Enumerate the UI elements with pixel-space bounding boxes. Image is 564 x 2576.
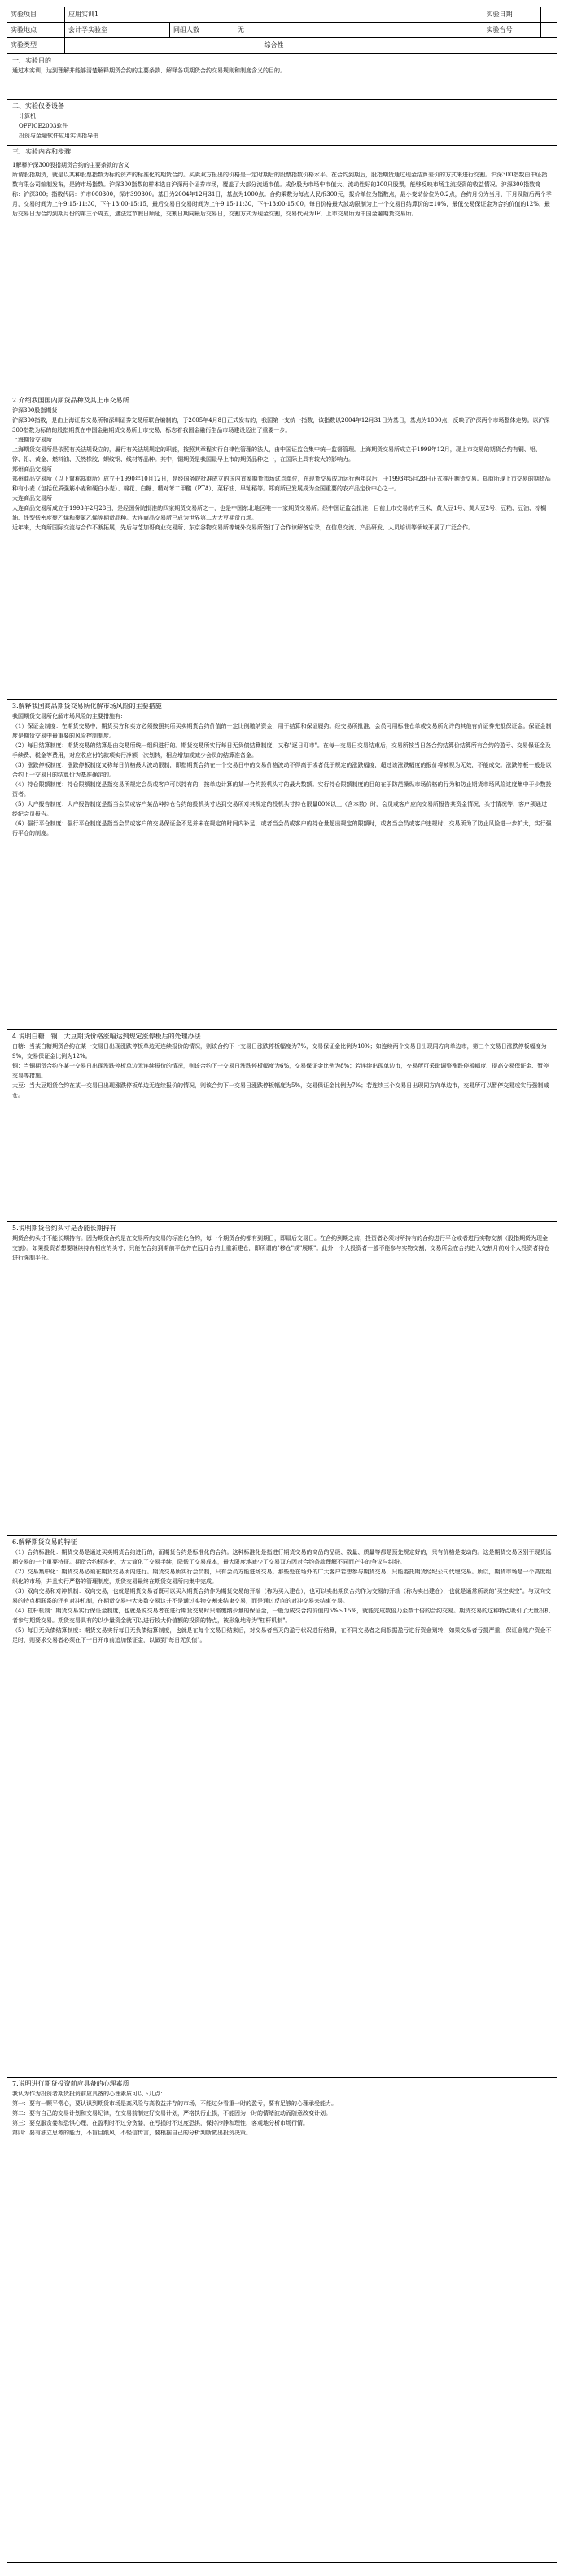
- label-group: 同组人数: [170, 23, 234, 38]
- value-type-extra: [483, 38, 557, 54]
- section-content: [7, 145, 557, 394]
- section-title: 6.解释期货交易的特征: [12, 1538, 77, 1546]
- subheading: 大连商品交易所: [12, 495, 52, 502]
- section-limit-handling: [7, 1029, 557, 1221]
- section-title: 一、实验目的: [12, 57, 51, 64]
- paragraph: 近年来，大商所国际交流与合作不断拓展，先后与芝加哥商业交易所、东京谷物交易所等境外交易所签订了合作谅解备忘录，在信息交流、产品研发、人员培训等领域开展了广泛合作。: [12, 524, 474, 531]
- paragraph: 沪深300指数，是由上海证券交易所和深圳证券交易所联合编制的，于2005年4月8日正式发布的，我国第一支统一指数，该指数以2004年12月31日为基日，基点为1000点，反映了沪深两个市场整体走势。以沪深300指数为标的的股指期货在中国金融期货交易所上市交易，标志着我国金融衍生品市场建设迈出了重要一步。: [12, 417, 550, 433]
- list-item: 第四：要有独立思考的能力，不盲目跟风，不轻信传言，要根据自己的分析判断做出投资决策。: [12, 2130, 251, 2136]
- equipment-item: 计算机: [19, 113, 36, 120]
- paragraph: 上海期货交易所是依照有关法规设立的，履行有关法规规定的职能，按照其章程实行自律性管理的法人，由中国证监会集中统一监督管理。上海期货交易所成立于1999年12月，现上市交易的期货合约有铜、铝、锌、铅、黄金、燃料油、天然橡胶、螺纹钢、线材等品种。其中，铜期货是我国最早上市的期货品种之一，在国际上具有较大的影响力。: [12, 446, 541, 463]
- list-item: （1）保证金制度：在期货交易中，期货买方和卖方必须按照其所买卖期货合约价值的一定比例缴纳资金，用于结算和保证履约。经交易所批准，会员可用标准仓单或交易所允许的其他有价证券充抵保证金。保证金制度是期货交易中最重要的风险控制制度。: [12, 723, 552, 739]
- section-equipment: [7, 99, 557, 145]
- list-item: （5）大户报告制度：大户报告制度是指当会员或客户某品种持仓合约的投机头寸达到交易所对其规定的投机头寸持仓限量80%以上（含本数）时，会员或客户应向交易所报告其资金情况、头寸情况等，客户须通过经纪会员报告。: [12, 801, 548, 817]
- equipment-item: OFFICE2003软件: [19, 123, 68, 129]
- label-bench: 实验台号: [483, 23, 540, 38]
- list-item: （3）双向交易和对冲机制：双向交易，也就是期货交易者既可以买入期货合约作为期货交易的开端（称为买入建仓），也可以卖出期货合约作为交易的开端（称为卖出建仓），也就是通常所说的"买空卖空"。与双向交易的特点相联系的还有对冲机制，在期货交易中大多数交易这并不是通过实物交割来结束交易，而是通过反向的对冲交易来结束交易。: [12, 1588, 551, 1604]
- list-item: （4）持仓限额制度：持仓限额制度是指交易所规定会员或客户可以持有的，按单边计算的某一合约投机头寸的最大数额。实行持仓限额制度的目的在于防范操纵市场价格的行为和防止期货市场风险过度集中于少数投资者。: [12, 781, 552, 798]
- section-text: 通过本实训，达到理解并能够清楚解释期货合约的主要条款、解释各项期货合约交易规则和制度含义的目的。: [12, 67, 286, 74]
- paragraph: 我认为作为投资者期货投资前应具备的心理素质可以下几点：: [12, 2091, 166, 2097]
- value-location: 会计学实验室: [65, 23, 170, 38]
- header-table: [7, 7, 557, 54]
- paragraph: 所谓股指期货，就是以某种股票指数为标的资产的标准化的期货合约。买卖双方报出的价格是一定时期后的股票指数价格水平。在合约到期后，股指期货通过现金结算差价的方式来进行交割。沪深300指数由中证指数有限公司编制发布，是跨市场指数。沪深300指数的样本选自沪深两个证券市场，覆盖了大部分流通市值。成份股为市场中市值大、流动性好的300只股票，能够反映市场主流投资的收益情况。沪深300指数简称：沪深300；指数代码：沪市000300，深市399300。基日为2004年12月31日，基点为1000点。合约乘数为每点人民币300元，报价单位为指数点，最小变动价位为0.2点，合约月份为当月、下月及随后两个季月，交易时间为上午9:15-11:30，下午13:00-15:15，最后交易日交易时间为上午9:15-11:30，下午13:00-15:00。每日价格最大波动限制为上一个交易日结算价的±10%，最低交易保证金为合约价值的12%，最后交易日为合约到期月份的第三个周五，遇法定节假日顺延，交割日期同最后交易日，交割方式为现金交割，交易代码为IF，上市交易所为中国金融期货交易所。: [12, 172, 552, 217]
- label-type: 实验类型: [7, 38, 65, 54]
- value-group: 无: [234, 23, 483, 38]
- section-futures-varieties: [7, 394, 557, 699]
- list-item: （5）每日无负债结算制度：期货交易实行每日无负债结算制度，也就是在每个交易日结束后，对交易者当天的盈亏状况进行结算，在不同交易者之间根据盈亏进行资金划转，如果交易者亏损严重，保证金账户资金不足时，则要求交易者必须在下一日开市前追加保证金，以做到"每日无负债"。: [12, 1627, 552, 1643]
- value-date: [540, 7, 557, 23]
- value-bench: [540, 23, 557, 38]
- list-item: （1）合约标准化：期货交易是通过买卖期货合约进行的，而期货合约是标准化的合约。这种标准化是指进行期货交易的商品的品级、数量、质量等都是预先规定好的，只有价格是变动的。这是期货交易区别于现货远期交易的一个重要特征。期货合约标准化，大大简化了交易手续，降低了交易成本，最大限度地减少了交易双方因对合约条款理解不同而产生的争议与纠纷。: [12, 1549, 552, 1565]
- paragraph: 郑州商品交易所（以下简称郑商所）成立于1990年10月12日，是经国务院批准成立的国内首家期货市场试点单位，在现货交易成功运行两年以后，于1993年5月28日正式推出期货交易。郑商所现上市交易的期货品种有小麦（包括优质强筋小麦和硬白小麦）、棉花、白糖、精对苯二甲酸（PTA）、菜籽油、早籼稻等。郑商所已发展成为全国重要的农产品定价中心之一。: [12, 476, 551, 492]
- section-title: 三、实验内容和步骤: [12, 148, 71, 155]
- list-item: （6）强行平仓制度：强行平仓制度是指当会员或客户的交易保证金不足并未在规定的时间内补足，或者当会员或客户的持仓量超出规定的限额时，或者当会员或客户违规时，交易所为了防止风险进一步扩大，实行强行平仓的制度。: [12, 820, 552, 837]
- paragraph: 我国期货交易所化解市场风险的主要措施有：: [12, 713, 126, 720]
- section-futures-features: [7, 1535, 557, 2077]
- paragraph: 期货合约头寸不能长期持有。因为期货合约是在交易所内交易的标准化合约，每一个期货合约都有到期日，即最后交易日。在合约到期之前，投资者必须对所持有的合约进行平仓或者进行实物交割（股指期货为现金交割）。如果投资者想要继续持有相应的头寸，只能在合约到期前平仓并在远月合约上重新建仓，即所谓的"移仓"或"展期"。此外，个人投资者一般不能参与实物交割，交易所会在合约进入交割月前对个人投资者持仓进行强制平仓。: [12, 1235, 550, 1261]
- list-item: （3）涨跌停板制度：涨跌停板制度又称每日价格最大波动限制，即指期货合约在一个交易日中的交易价格波动不得高于或者低于规定的涨跌幅度，超过该涨跌幅度的报价将被视为无效，不能成交。涨跌停板一般是以合约上一交易日的结算价为基准确定的。: [12, 762, 552, 778]
- value-type: 综合性: [65, 38, 483, 54]
- paragraph: 大连商品交易所成立于1993年2月28日，是经国务院批准的四家期货交易所之一，也是中国东北地区唯一一家期货交易所。经中国证监会批准，目前上市交易的有玉米、黄大豆1号、黄大豆2号、豆粕、豆油、棕榈油、线型低密度聚乙烯和聚氯乙烯等期货品种。大连商品交易所已成为世界第二大大豆期货市场。: [12, 505, 547, 521]
- section-risk-measures: [7, 699, 557, 1029]
- list-item: （4）杠杆机制：期货交易实行保证金制度，也就是说交易者在进行期货交易时只需缴纳少量的保证金，一般为成交合约价值的5%～15%，就能完成数倍乃至数十倍的合约交易。期货交易的这种特点吸引了大量投机者参与期货交易。期货交易具有的以少量资金就可以进行较大价值额的投资的特点，被形象地称为"杠杆机制"。: [12, 1608, 551, 1624]
- section-title: 二、实验仪器设备: [12, 102, 64, 110]
- subheading: 郑州商品交易所: [12, 466, 52, 472]
- label-date: 实验日期: [483, 7, 540, 23]
- section-title: 5.说明期货合约头寸是否能长期持有: [12, 1225, 116, 1232]
- list-item: 大豆：当大豆期货合约在某一交易日出现涨跌停板单边无连续报价的情况，则该合约下一交易日涨跌停板幅度为5%，交易保证金比例为7%；若连续三个交易日出现同方向单边市，交易所可以暂停交易或实行强制减仓。: [12, 1082, 549, 1099]
- section-title: 7.说明进行期货投资前应具备的心理素质: [12, 2080, 129, 2087]
- label-project: 实验项目: [7, 7, 65, 23]
- list-item: 第二：要有自己的交易计划和交易纪律，在交易前制定好交易计划，严格执行止损，不能因为一时的情绪波动而随意改变计划。: [12, 2110, 331, 2117]
- value-project: 应用实训1: [65, 7, 483, 23]
- section-title: 2.介绍我国国内期货品种及其上市交易所: [12, 397, 129, 404]
- section-psychology: [7, 2077, 557, 2228]
- subheading: 上海期货交易所: [12, 437, 52, 443]
- list-item: 第三：要克服贪婪和恐惧心理，在盈利时不过分贪婪，在亏损时不过度恐惧，保持冷静和理性，客观地分析市场行情。: [12, 2120, 308, 2126]
- report-page: [7, 7, 557, 2563]
- list-item: 第一：要有一颗平常心，要认识到期货市场是高风险与高收益并存的市场，不能过分看重一时的盈亏，要有足够的心理承受能力。: [12, 2100, 337, 2107]
- section-position-holding: [7, 1221, 557, 1535]
- subheading: 沪深300股指期货: [12, 407, 58, 414]
- list-item: 白糖：当某白糖期货合约在某一交易日出现涨跌停板单边无连续报价的情况，则该合约下一交易日涨跌停板幅度为7%，交易保证金比例为10%；如连续两个交易日出现同方向单边市，第三个交易日涨跌停板幅度为9%，交易保证金比例为12%。: [12, 1043, 547, 1060]
- section-purpose: [7, 54, 557, 99]
- list-item: （2）交易集中化：期货交易必须在期货交易所内进行。期货交易所实行会员制，只有会员方能进场交易。那些处在场外的广大客户若想参与期货交易，只能委托期货经纪公司代理交易。所以，期货市场是一个高度组织化的市场，并且实行严格的管理制度，期货交易最终在期货交易所内集中完成。: [12, 1569, 552, 1585]
- section-title: 3.解释我国商品期货交易所化解市场风险的主要措施: [12, 703, 162, 710]
- list-item: （2）每日结算制度：期货交易的结算是由交易所统一组织进行的。期货交易所实行每日无负债结算制度，又称"逐日盯市"。在每一交易日交易结束后，交易所按当日各合约结算价结算所有合约的盈亏、交易保证金及手续费、税金等费用，对应收应付的款项实行净额一次划转，相应增加或减少会员的结算准备金。: [12, 742, 551, 759]
- section-title: 4.说明白糖、铜、大豆期货价格涨幅达到规定涨停板后的处理办法: [12, 1033, 201, 1040]
- subheading: 1解释沪深300股指期货合约的主要条款的含义: [12, 162, 129, 168]
- label-location: 实验地点: [7, 23, 65, 38]
- list-item: 铜：当铜期货合约在某一交易日出现涨跌停板单边无连续报价的情况，则该合约下一交易日涨跌停板幅度为6%，交易保证金比例为8%；若连续出现单边市，交易所可采取调整涨跌停板幅度、提高交易保证金、暂停交易等措施。: [12, 1063, 549, 1079]
- equipment-item: 投资与金融软件应用实训指导书: [19, 133, 98, 139]
